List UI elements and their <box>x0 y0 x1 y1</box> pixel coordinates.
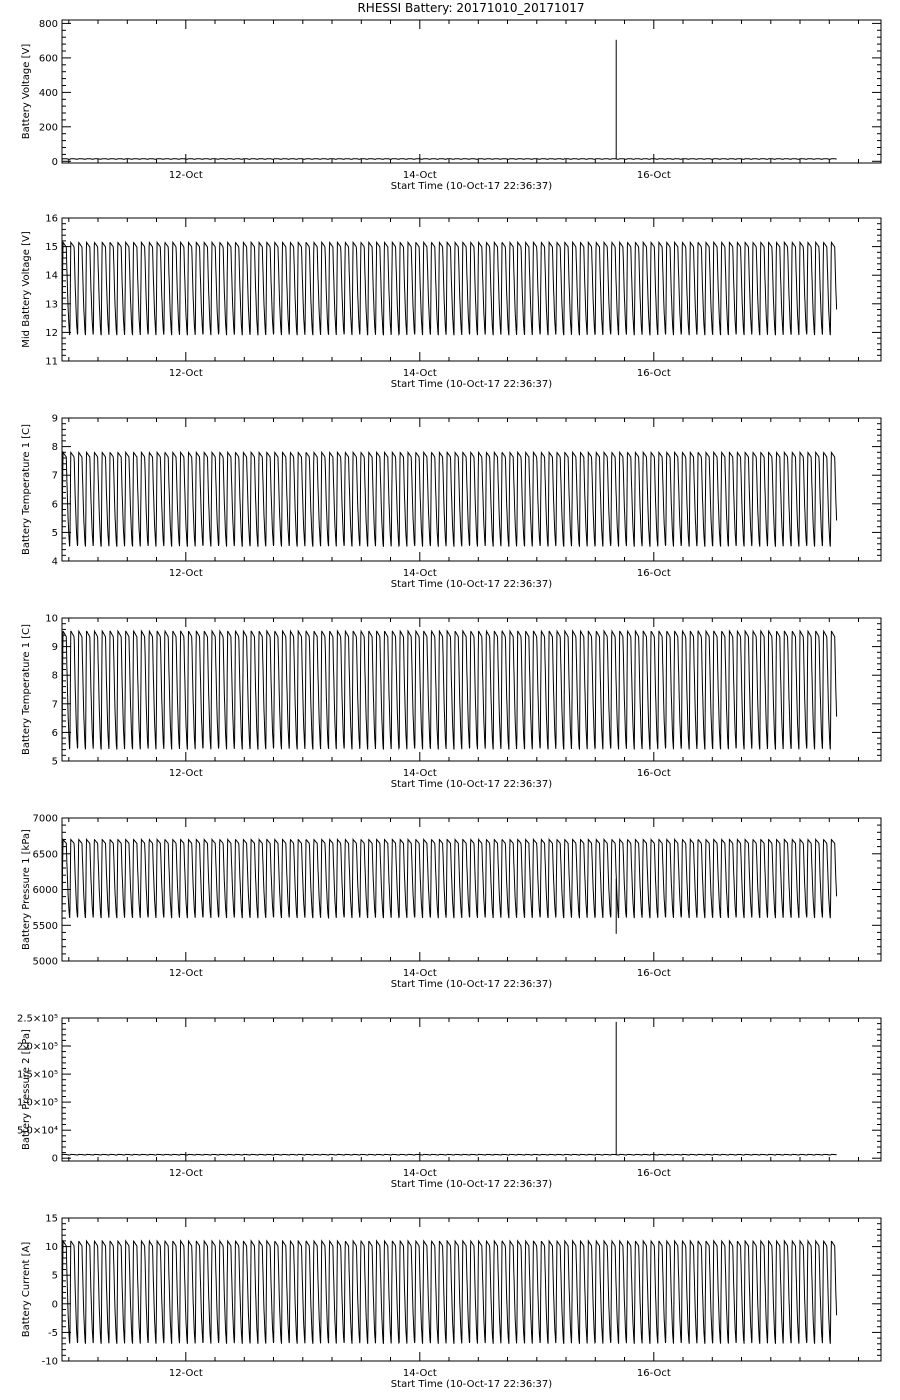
y-tick-label: 5 <box>51 756 58 768</box>
figure-title: RHESSI Battery: 20171010_20171017 <box>357 1 585 15</box>
x-tick-label: 14-Oct <box>402 1168 437 1179</box>
y-tick-label: 1.5×10⁵ <box>16 1069 58 1081</box>
y-tick-label: 9 <box>51 642 58 654</box>
panel-1 <box>21 19 881 192</box>
y-axis-title: Battery Current [A] <box>21 1241 32 1338</box>
x-tick-label: 16-Oct <box>636 968 671 979</box>
panels <box>17 19 881 1390</box>
x-tick-label: 14-Oct <box>402 568 437 579</box>
series-line <box>62 452 837 546</box>
y-tick-label: 5 <box>51 1270 58 1282</box>
series-line <box>62 631 837 750</box>
y-tick-label: 16 <box>45 213 58 225</box>
y-tick-label: -10 <box>41 1356 58 1368</box>
x-axis-title: Start Time (10-Oct-17 22:36:37) <box>390 1179 553 1190</box>
x-tick-label: 12-Oct <box>168 768 203 779</box>
y-tick-label: 7 <box>51 470 58 482</box>
y-tick-label: 400 <box>38 87 58 99</box>
y-tick-label: 6500 <box>32 849 58 861</box>
panel-4 <box>21 614 881 791</box>
x-tick-label: 14-Oct <box>402 368 437 379</box>
y-tick-label: 8 <box>51 442 58 454</box>
x-axis-title: Start Time (10-Oct-17 22:36:37) <box>390 181 553 192</box>
y-tick-label: 7 <box>51 699 58 711</box>
x-tick-label: 16-Oct <box>636 1168 671 1179</box>
x-tick-label: 14-Oct <box>402 768 437 779</box>
series-line <box>62 840 837 919</box>
y-tick-label: 14 <box>45 270 58 282</box>
x-axis-title: Start Time (10-Oct-17 22:36:37) <box>390 379 553 390</box>
panel-5 <box>21 814 881 991</box>
series-line <box>62 159 837 160</box>
panel-3 <box>21 414 881 591</box>
y-tick-label: 5 <box>51 527 58 539</box>
series-line <box>62 1241 837 1344</box>
x-axis-title: Start Time (10-Oct-17 22:36:37) <box>390 779 553 790</box>
x-tick-label: 16-Oct <box>636 170 671 181</box>
y-tick-label: 9 <box>51 413 58 425</box>
y-tick-label: 200 <box>38 122 58 134</box>
y-tick-label: 0 <box>51 156 58 168</box>
y-tick-label: 10 <box>45 1242 58 1254</box>
x-tick-label: 16-Oct <box>636 568 671 579</box>
y-tick-label: 600 <box>38 53 58 65</box>
y-tick-label: 5500 <box>32 920 58 932</box>
y-tick-label: 11 <box>45 356 58 368</box>
x-axis-title: Start Time (10-Oct-17 22:36:37) <box>390 979 553 990</box>
y-tick-label: 8 <box>51 670 58 682</box>
y-tick-label: 10 <box>45 613 58 625</box>
y-axis-title: Battery Pressure 2 [kPa] <box>21 1029 32 1150</box>
y-tick-label: 2.5×10⁵ <box>16 1013 58 1025</box>
y-tick-label: 5000 <box>32 956 58 968</box>
y-tick-label: 6 <box>51 499 58 511</box>
y-axis-title: Battery Voltage [V] <box>21 43 32 140</box>
panel-6 <box>17 1014 881 1191</box>
x-tick-label: 12-Oct <box>168 1168 203 1179</box>
x-tick-label: 14-Oct <box>402 1368 437 1379</box>
x-tick-label: 14-Oct <box>402 968 437 979</box>
y-tick-label: 12 <box>45 327 58 339</box>
y-axis-title: Battery Pressure 1 [kPa] <box>21 829 32 950</box>
x-tick-label: 12-Oct <box>168 170 203 181</box>
x-tick-label: 16-Oct <box>636 1368 671 1379</box>
y-tick-label: 1.0×10⁵ <box>16 1097 58 1109</box>
y-tick-label: 0 <box>51 1299 58 1311</box>
y-tick-label: 800 <box>38 18 58 30</box>
y-tick-label: 15 <box>45 242 58 254</box>
x-axis-title: Start Time (10-Oct-17 22:36:37) <box>390 1379 553 1390</box>
x-tick-label: 14-Oct <box>402 170 437 181</box>
y-tick-label: 0 <box>51 1153 58 1165</box>
y-tick-label: 13 <box>45 299 58 311</box>
x-tick-label: 12-Oct <box>168 568 203 579</box>
y-tick-label: 4 <box>51 556 58 568</box>
plot-frame <box>62 1018 881 1161</box>
x-tick-label: 16-Oct <box>636 768 671 779</box>
y-tick-label: -5 <box>48 1327 58 1339</box>
plot-frame <box>62 20 881 163</box>
y-tick-label: 7000 <box>32 813 58 825</box>
y-tick-label: 2.0×10⁵ <box>16 1041 58 1053</box>
y-tick-label: 15 <box>45 1213 58 1225</box>
x-tick-label: 12-Oct <box>168 368 203 379</box>
x-tick-label: 16-Oct <box>636 368 671 379</box>
y-axis-title: Battery Temperature 1 [C] <box>21 623 32 756</box>
panel-7 <box>21 1214 881 1391</box>
x-tick-label: 12-Oct <box>168 1368 203 1379</box>
y-axis-title: Battery Temperature 1 [C] <box>21 423 32 556</box>
x-tick-label: 12-Oct <box>168 968 203 979</box>
y-tick-label: 5.0×10⁴ <box>16 1125 58 1137</box>
y-tick-label: 6 <box>51 727 58 739</box>
y-tick-label: 6000 <box>32 885 58 896</box>
series-line <box>62 242 837 335</box>
y-axis-title: Mid Battery Voltage [V] <box>21 231 32 348</box>
series-line <box>62 1154 837 1155</box>
panel-2 <box>21 214 881 391</box>
x-axis-title: Start Time (10-Oct-17 22:36:37) <box>390 579 553 590</box>
